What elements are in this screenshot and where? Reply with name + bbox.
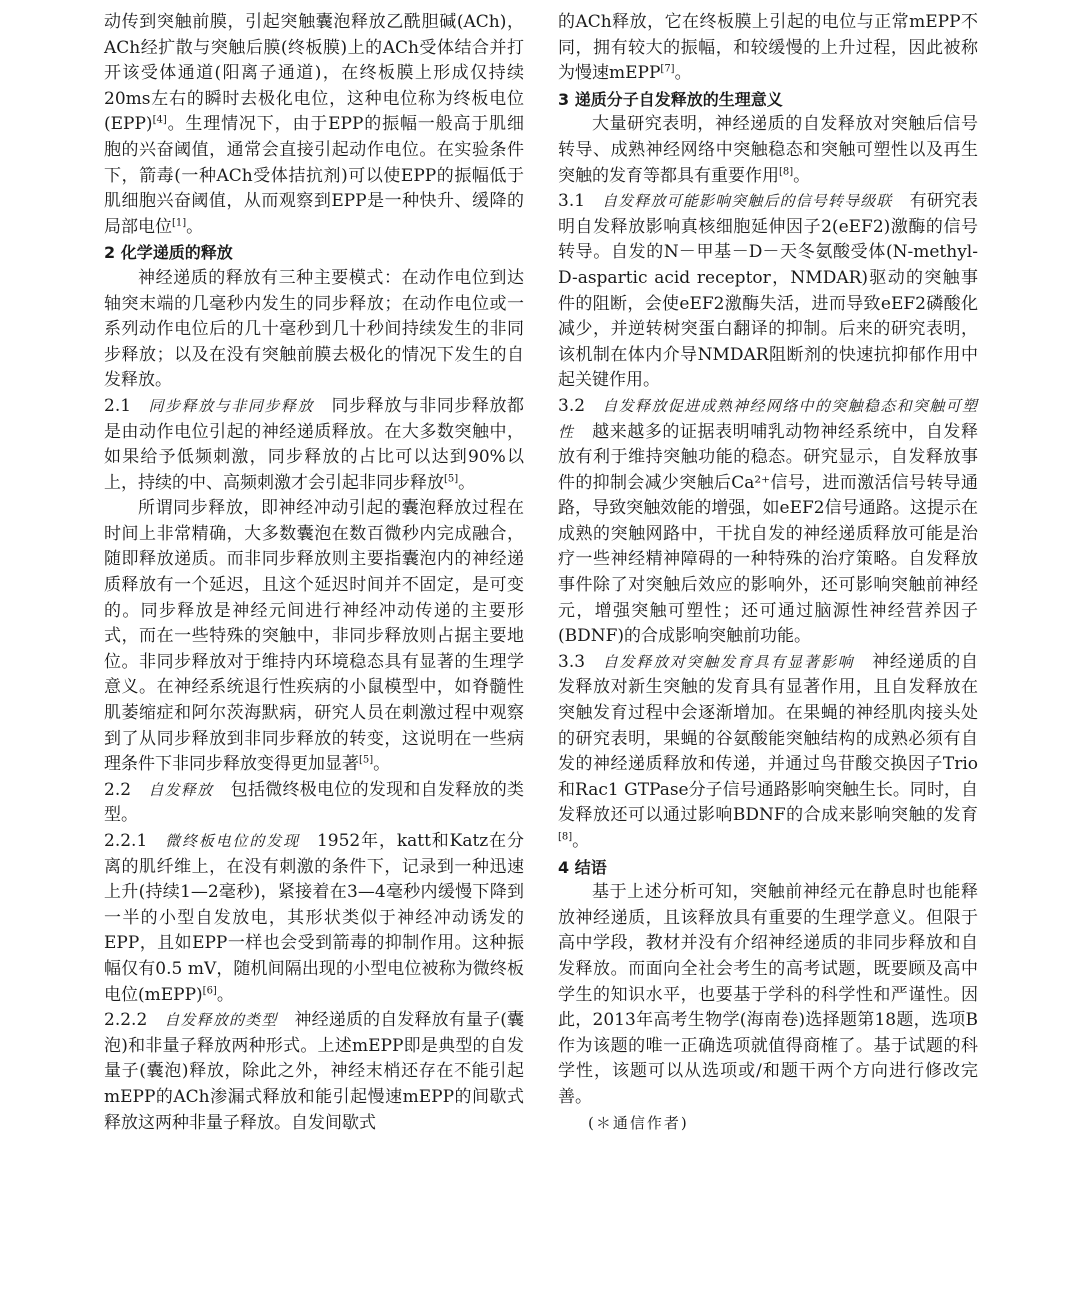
citation-ref: [7] (660, 63, 675, 75)
citation-ref: [8] (558, 831, 573, 843)
subsection-number: 2.2.2 (104, 1010, 148, 1031)
body-paragraph (104, 496, 524, 778)
body-paragraph (104, 266, 524, 394)
citation-ref: [5] (444, 473, 459, 485)
paragraph-text: 的ACh释放，它在终板膜上引起的电位与正常mEPP不同，拥有较大的振幅，和较缓慢的上升过程，因此被称为慢速mEPP (558, 12, 978, 84)
paragraph-text: 神经递质的自发释放有量子(囊泡)和非量子释放两种形式。上述mEPP即是典型的自发量子(囊泡)释放，除此之外，神经末梢还存在不能引起mEPP的ACh渗漏式释放和能引起慢速mEPP的间歇式释放这两种非量子释放。自发间歇式 (104, 1010, 524, 1133)
citation-ref: [6] (202, 984, 217, 996)
subsection-number: 2.1 (104, 395, 132, 416)
subsection-title: 自发释放可能影响突触后的信号转导级联 (602, 192, 893, 211)
body-paragraph (558, 880, 978, 1110)
body-paragraph (558, 112, 978, 189)
subsection-title: 同步释放与非同步释放 (148, 396, 315, 415)
left-column (104, 10, 524, 1136)
body-paragraph (104, 10, 524, 240)
subsection-title: 自发释放促进成熟神经网络中的突触稳态和突触可塑性 (558, 396, 978, 441)
paragraph-text-tail: 。 (793, 165, 811, 186)
paragraph-text: 越来越多的证据表明哺乳动物神经系统中，自发释放有利于维持突触功能的稳态。研究显示，自发释放事件的抑制会减少突触后Ca²⁺信号，进而激活信号转导通路，导致突触效能的增强，如eEF2信号通路。这提示在成熟的突触网路中，干扰自发的神经递质释放可能是治疗一些神经精神障碍的一种特殊的治疗策略。自发释放事件除了对突触后效应的影响外，还可影响突触前神经元，增强突触可塑性；还可通过脑源性神经营养因子(BDNF)的合成影响突触前功能。 (558, 421, 978, 647)
paragraph-text-tail: 。 (186, 216, 204, 237)
subsection-paragraph (558, 189, 978, 394)
section-heading: 4 结语 (558, 857, 607, 877)
paragraph-text: 基于上述分析可知，突触前神经元在静息时也能释放神经递质，且该释放具有重要的生理学意义。但限于高中学段，教材并没有介绍神经递质的非同步释放和自发释放。而面向全社会考生的高考试题，既要顾及高中学生的知识水平，也要基于学科的科学性和严谨性。因此，2013年高考生物学(海南卷)选择题第18题，选项B作为该题的唯一正确选项就值得商榷了。基于试题的科学性，该题可以从选项或/和题干两个方向进行修改完善。 (558, 882, 978, 1107)
subsection-title: 微终板电位的发现 (164, 832, 300, 850)
subsection-title: 自发释放的类型 (164, 1011, 278, 1030)
paragraph-text-tail: 。 (572, 831, 590, 851)
subsection-number: 3.2 (558, 395, 586, 416)
section-heading: 3 递质分子自发释放的生理意义 (558, 89, 783, 109)
subsection-paragraph (104, 829, 524, 1008)
paragraph-text: 1952年，katt和Katz在分离的肌纤维上，在没有刺激的条件下，记录到一种迅速上升(持续1—2毫秒)，紧接着在3—4毫秒内缓慢下降到一半的小型自发放电，其形状类似于神经冲动诱发的EPP，且如EPP一样也会受到箭毒的抑制作用。这种振幅仅有0.5 mV，随机间隔出现的小型电位被称为微终板电位(mEPP) (104, 831, 524, 1005)
corresponding-author-note: (＊通信作者) (588, 1113, 689, 1132)
paragraph-text: 神经递质的自发释放对新生突触的发育具有显著作用，且自发释放在突触发育过程中会逐渐增加。在果蝇的神经肌肉接头处的研究表明，果蝇的谷氨酸能突触结构的成熟必须有自发的神经递质释放和传递，并通过鸟苷酸交换因子Trio和Rac1 GTPase分子信号通路影响突触生长。同时，自发释放还可以通过影响BDNF的合成来影响突触的发育 (558, 651, 978, 826)
paragraph-text-tail: 。 (373, 754, 391, 775)
paragraph-text-tail: 。 (216, 984, 234, 1005)
paragraph-text: 包括微终极电位的发现和自发释放的类型。 (104, 779, 524, 826)
paragraph-text: 所谓同步释放，即神经冲动引起的囊泡释放过程在时间上非常精确，大多数囊泡在数百微秒内完成融合，随即释放递质。而非同步释放则主要指囊泡内的神经递质释放有一个延迟，且这个延迟时间并不固定，是可变的。同步释放是神经元间进行神经冲动传递的主要形式，而在一些特殊的突触中，非同步释放则占据主要地位。非同步释放对于维持内环境稳态具有显著的生理学意义。在神经系统退行性疾病的小鼠模型中，如脊髓性肌萎缩症和阿尔茨海默病，研究人员在刺激过程中观察到了从同步释放到非同步释放的转变，这说明在一些病理条件下非同步释放变得更加显著 (104, 498, 524, 775)
paragraph-text: 动传到突触前膜，引起突触囊泡释放乙酰胆碱(ACh)，ACh经扩散与突触后膜(终板膜)上的ACh受体结合并打开该受体通道(阳离子通道)，在终板膜上形成仅持续20ms左右的瞬时去极化电位，这种电位称为终板电位(EPP) (104, 12, 524, 135)
subsection-paragraph (558, 650, 978, 855)
citation-ref: [4] (152, 114, 167, 126)
paragraph-text-tail: 。生理情况下，由于EPP的振幅一般高于肌细胞的兴奋阈值，通常会直接引起动作电位。在实验条件下，箭毒(一种ACh受体拮抗剂)可以使EPP的振幅低于肌细胞兴奋阈值，从而观察到EPP是一种快升、缓降的局部电位 (104, 114, 524, 237)
subsection-title: 自发释放对突触发育具有显著影响 (602, 652, 855, 671)
body-paragraph (558, 10, 978, 87)
paragraph-text: 有研究表明自发释放影响真核细胞延伸因子2(eEF2)激酶的信号转导。自发的N－甲基－D－天冬氨酸受体(N-methyl-D-aspartic acid receptor，NMDAR)驱动的突触事件的阻断，会使eEF2激酶失活，进而导致eEF2磷酸化减少，并逆转树突蛋白翻译的抑制。后来的研究表明，该机制在体内介导NMDAR阻断剂的快速抗抑郁作用中起关键作用。 (558, 191, 978, 391)
subsection-number: 3.3 (558, 651, 586, 672)
paragraph-text-tail: 。 (674, 63, 692, 84)
subsection-number: 3.1 (558, 191, 586, 212)
subsection-paragraph (104, 1008, 524, 1136)
citation-ref: [8] (779, 165, 794, 177)
subsection-title: 自发释放 (148, 780, 214, 799)
paragraph-text: 大量研究表明，神经递质的自发释放对突触后信号转导、成熟神经网络中突触稳态和突触可塑性以及再生突触的发育等都具有重要作用 (558, 114, 978, 186)
subsection-number: 2.2 (104, 779, 132, 800)
right-column (558, 10, 978, 1136)
paragraph-text: 同步释放与非同步释放都是由动作电位引起的神经递质释放。在大多数突触中，如果给予低频刺激，同步释放的占比可以达到90%以上，持续的中、高频刺激才会引起非同步释放 (104, 395, 524, 493)
citation-ref: [1] (172, 217, 187, 229)
paragraph-text: 神经递质的释放有三种主要模式：在动作电位到达轴突末端的几毫秒内发生的同步释放；在动作电位或一系列动作电位后的几十毫秒到几十秒间持续发生的非同步释放；以及在没有突触前膜去极化的情况下发生的自发释放。 (104, 267, 524, 391)
section-heading: 2 化学递质的释放 (104, 243, 233, 263)
subsection-paragraph (104, 778, 524, 829)
subsection-paragraph (558, 394, 978, 650)
subsection-number: 2.2.1 (104, 831, 148, 851)
subsection-paragraph (104, 394, 524, 496)
citation-ref: [5] (359, 754, 374, 766)
paragraph-text-tail: 。 (458, 472, 476, 493)
